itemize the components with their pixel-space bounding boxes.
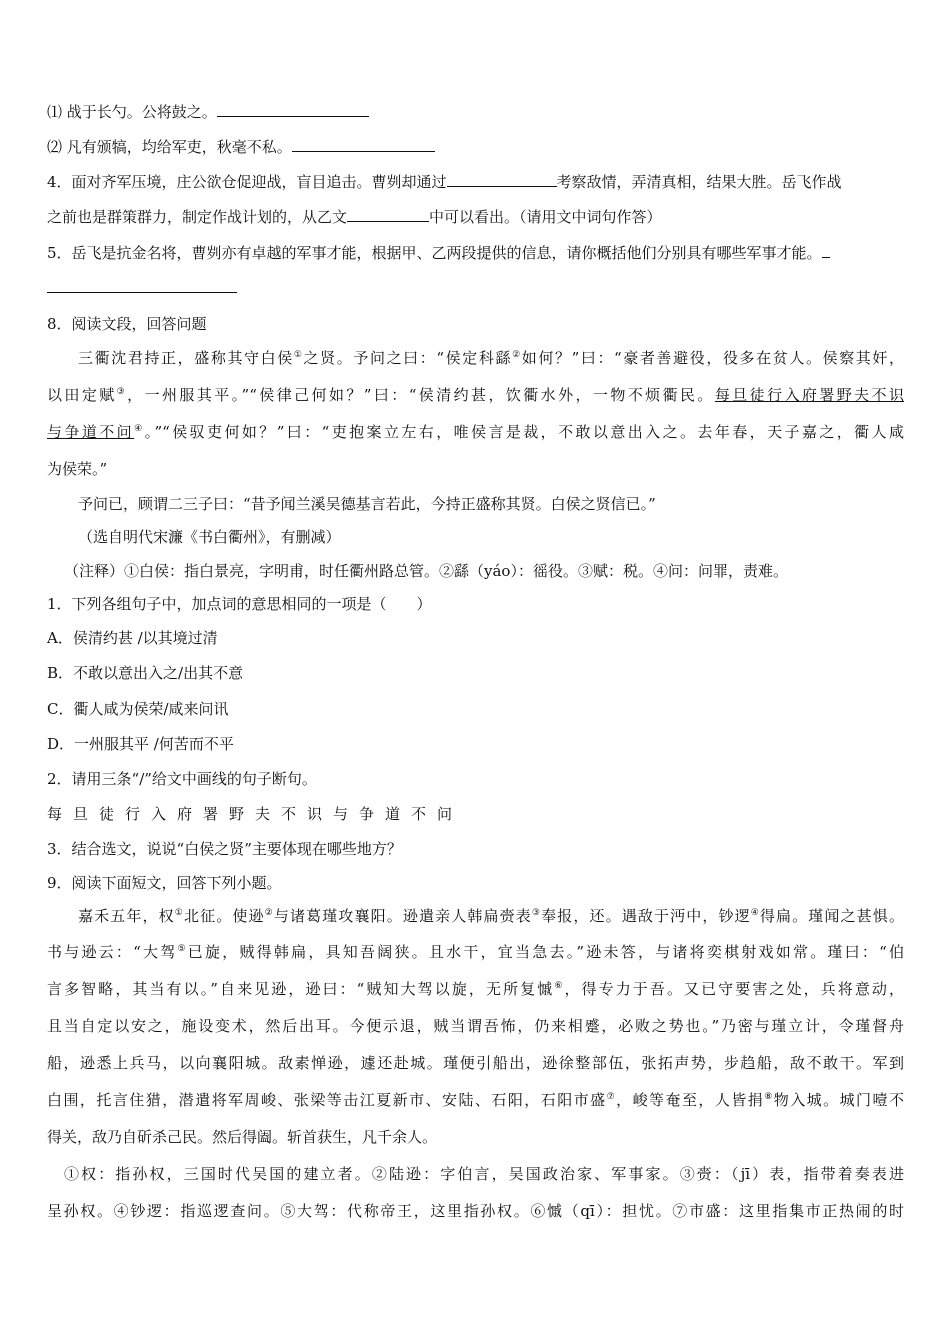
q7-5-line-1 <box>47 243 830 263</box>
text: 得扁。瑾闻之甚惧。 <box>759 907 904 925</box>
note-marker: ① <box>174 908 184 918</box>
q7-4-text-a: 4．面对齐军压境，庄公欲仓促迎战，盲目追击。曹刿却通过 <box>47 173 447 191</box>
s8-q2: 2．请用三条“/”给文中画线的句子断句。 <box>47 770 317 788</box>
s8-source: （选自明代宋濂《书白衢州》，有删减） <box>78 528 341 546</box>
text: ，一州服其平。”“侯律己何如？”曰：“侯清约甚，饮衢水外，一物不烦衢民。 <box>127 386 715 404</box>
s8-q2-sentence: 每旦徒行入府署野夫不识与争道不问 <box>47 805 464 823</box>
s8-q1-option-a[interactable]: A．侯清约甚 /以其境过清 <box>47 629 218 647</box>
text: 以田定赋 <box>47 386 117 404</box>
answer-blank[interactable] <box>47 278 237 293</box>
q7-4-text-b: 考察敌情，弄清真相，结果大胜。岳飞作战 <box>556 173 842 191</box>
note-marker: ⑥ <box>554 981 565 991</box>
text: 。”“侯驭吏何如？”曰：“吏抱案立左右，唯侯言是裁，不敢以意出入之。去年春，天子嘉之，衢人咸 <box>144 423 904 441</box>
note-marker: ① <box>293 350 304 360</box>
text: 白围，托言住猎，潜遣将军周峻、张梁等击江夏新市、安陆、石阳，石阳市盛 <box>47 1091 607 1109</box>
s9-para-line3 <box>47 979 904 999</box>
text: 已旋，贼得韩扁，具知吾阔狭。且水干，宜当急去。”逊未答，与诸将奕棋射戏如常。瑾曰：“伯 <box>187 943 905 961</box>
q7-4-line-2 <box>47 207 662 227</box>
answer-blank[interactable] <box>447 172 557 187</box>
s8-para1-line2 <box>47 385 904 405</box>
s8-para2: 予问已，顾谓二三子曰：“昔予闻兰溪吴德基言若此，今持正盛称其贤。白侯之贤信已。” <box>78 495 656 513</box>
s8-para1-line4: 为侯荣。” <box>47 460 108 478</box>
text: 如何？”曰：“豪者善避役，役多在贫人。侯察其奸， <box>521 349 905 367</box>
s8-para1-line1 <box>78 348 904 368</box>
text: 奉报，还。遇敌于沔中，钞逻 <box>541 907 751 925</box>
text: 物入城。城门噎不 <box>773 1091 904 1109</box>
text: 与诸葛瑾攻襄阳。逊遣亲人韩扁赍表 <box>273 907 532 925</box>
q7-3-item-2-text: ⑵ 凡有颁犒，均给军吏，秋毫不私。 <box>47 138 292 156</box>
s9-para-line7: 得关，敌乃自斫杀己民。然后得阖。斩首获生，凡千余人。 <box>47 1128 438 1146</box>
s8-q1-option-b[interactable]: B．不敢以意出入之/出其不意 <box>47 664 244 682</box>
q7-4-text-d: 中可以看出。（请用文中词句作答） <box>429 208 662 226</box>
note-marker: ⑧ <box>764 1092 774 1102</box>
answer-blank[interactable] <box>292 137 435 152</box>
q7-4-line-1 <box>47 172 903 192</box>
note-marker: ③ <box>531 908 542 918</box>
s9-notes-line2: 呈孙权。④钞逻：指巡逻查问。⑤大驾：代称帝王，这里指孙权。⑥慽（qī）：担忧。⑦市盛：这里指集市正热闹的时 <box>47 1202 904 1220</box>
q7-4-text-c: 之前也是群策群力，制定作战计划的，从乙文 <box>47 208 348 226</box>
text: 之贤。予问之曰：“侯定科繇 <box>303 349 513 367</box>
text: 北征。使逊 <box>183 907 265 925</box>
s8-q1-option-c[interactable]: C．衢人咸为侯荣/咸来问讯 <box>47 700 229 718</box>
s8-q1: 1．下列各组句子中，加点词的意思相同的一项是（ ） <box>47 595 432 613</box>
text: 书与逊云：“大驾 <box>47 943 178 961</box>
note-marker: ③ <box>116 387 128 397</box>
answer-blank[interactable] <box>822 243 830 258</box>
underlined-sentence: 与争道不问 <box>47 423 135 441</box>
text: 三衢沈君持正，盛称其守白侯 <box>78 349 294 367</box>
text: ，得专力于吾。又已守要害之处，兵将意动， <box>564 980 904 998</box>
s9-para-line1 <box>78 906 904 926</box>
note-marker: ⑦ <box>606 1092 617 1102</box>
q7-5-line-2 <box>47 278 237 298</box>
s9-para-line4: 且当自定以安之，施设变术，然后出耳。今便示退，贼当谓吾怖，仍来相蹙，必败之势也。”乃密与瑾立计，令瑾督舟 <box>47 1017 904 1035</box>
note-marker: ② <box>264 908 274 918</box>
s8-q3: 3．结合选文，说说“白侯之贤”主要体现在哪些地方？ <box>47 840 402 858</box>
s9-para-line2 <box>47 942 904 962</box>
s8-q1-option-d[interactable]: D．一州服其平 /何苦而不平 <box>47 735 234 753</box>
s9-para-line6 <box>47 1090 904 1110</box>
text: ，峻等奄至，人皆捐 <box>616 1091 765 1109</box>
q7-3-item-1-text: ⑴ 战于长勺。公将鼓之。 <box>47 103 217 121</box>
s8-para1-line3 <box>47 422 904 442</box>
q7-3-item-1 <box>47 102 369 122</box>
s9-para-line5: 船，逊悉上兵马，以向襄阳城。敌素惮逊，遽还赴城。瑾便引船出，逊徐整部伍，张拓声势，步趋船，敌不敢干。军到 <box>47 1054 904 1072</box>
note-marker: ⑤ <box>177 944 188 954</box>
note-marker: ④ <box>750 908 760 918</box>
text: 嘉禾五年，权 <box>78 907 175 925</box>
answer-blank[interactable] <box>217 102 369 117</box>
note-marker: ④ <box>134 424 145 434</box>
q7-5-text: 5．岳飞是抗金名将，曹刿亦有卓越的军事才能，根据甲、乙两段提供的信息，请你概括他们分别具有哪些军事才能。 <box>47 244 822 262</box>
underlined-sentence: 每旦徒行入府署野夫不识 <box>714 386 904 404</box>
s8-heading: 8．阅读文段，回答问题 <box>47 315 207 333</box>
note-marker: ② <box>512 350 522 360</box>
s9-heading: 9．阅读下面短文，回答下列小题。 <box>47 874 282 892</box>
answer-blank[interactable] <box>347 207 429 222</box>
q7-3-item-2 <box>47 137 435 157</box>
s8-notes: （注释）①白侯：指白景亮，字明甫，时任衢州路总管。②繇（yáo）：徭役。③赋：税。④问：问罪，责难。 <box>64 562 788 580</box>
s9-notes-line1: ①权：指孙权，三国时代吴国的建立者。②陆逊：字伯言，吴国政治家、军事家。③赍：（jī）表，指带着奏表进 <box>64 1165 904 1183</box>
text: 言多智略，其当有以。”自来见逊，逊曰：“贼知大驾以旋，无所复慽 <box>47 980 555 998</box>
